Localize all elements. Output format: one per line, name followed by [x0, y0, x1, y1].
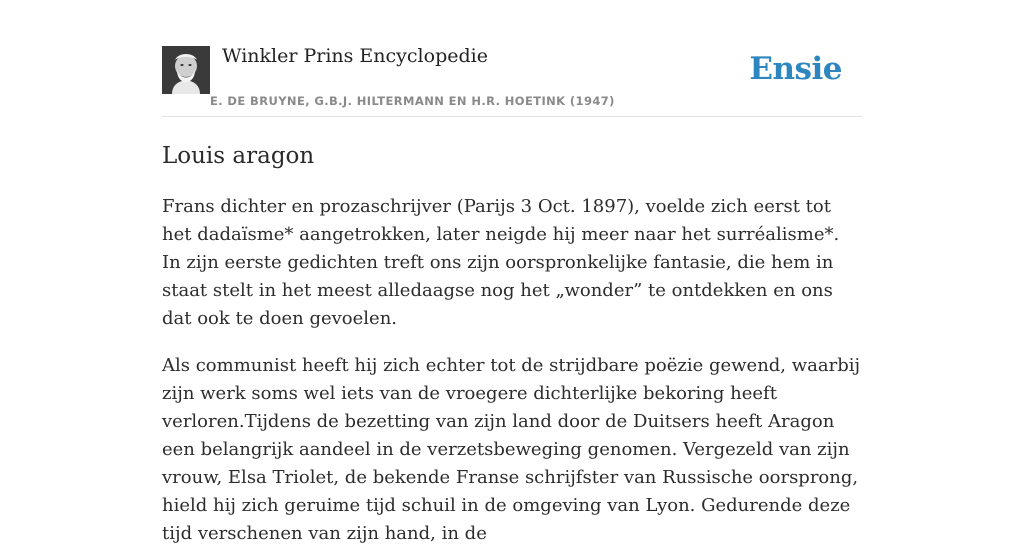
source-header [162, 0, 862, 117]
ensie-logo[interactable]: Ensie [749, 51, 842, 87]
source-authors: E. DE BRUYNE, G.B.J. HILTERMANN EN H.R. HOETINK (1947) [210, 94, 615, 108]
source-title[interactable]: Winkler Prins Encyclopedie [222, 45, 488, 67]
author-portrait-icon[interactable] [162, 46, 210, 94]
article-paragraph: Frans dichter en prozaschrijver (Parijs 3 Oct. 1897), voelde zich eerst tot het dadaïsme* aangetrokken, later neigde hij meer naar het surréalisme*. In zijn eerste gedichten treft ons zijn oorspronkelijke fantasie, die hem in staat stelt in het meest alledaagse nog het „wonder” te ontdekken en ons dat ook te doen gevoelen. [162, 196, 840, 329]
page [162, 0, 862, 544]
article-title: Louis aragon [162, 143, 315, 169]
article-paragraph: Als communist heeft hij zich echter tot de strijdbare poëzie gewend, waarbij zijn werk soms wel iets van de vroegere dichterlijke bekoring heeft verloren.Tijdens de bezetting van zijn land door de Duitsers heeft Aragon een belangrijk aandeel in de verzetsbeweging genomen. Vergezeld van zijn vrouw, Elsa Triolet, de bekende Franse schrijfster van Russische oorsprong, hield hij zich geruime tijd schuil in de omgeving van Lyon. Gedurende deze tijd verschenen van zijn hand, in de [162, 355, 861, 544]
